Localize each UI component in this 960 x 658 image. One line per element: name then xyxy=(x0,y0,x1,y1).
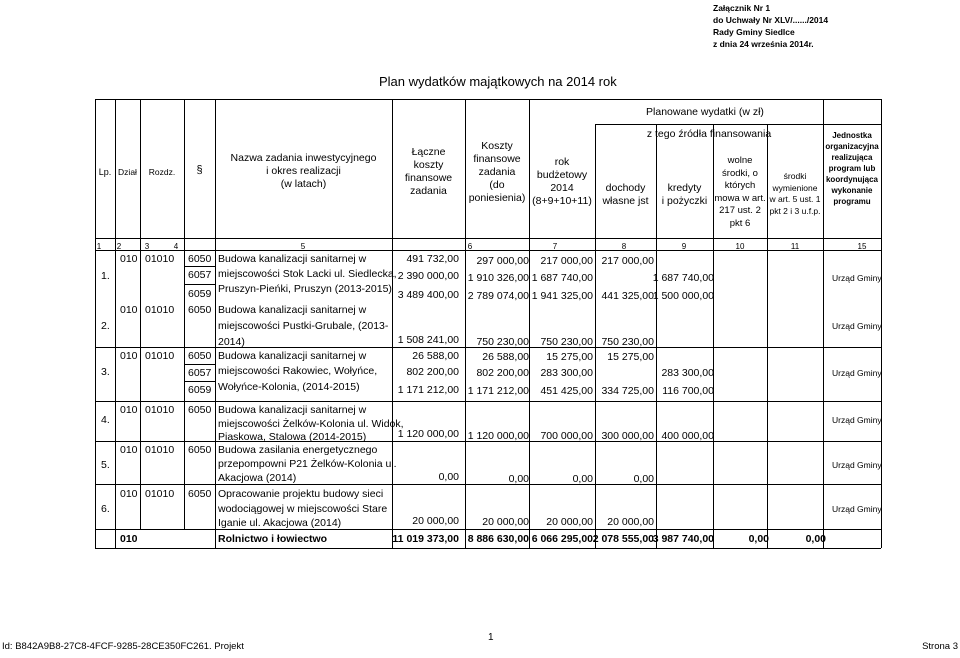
header-rok xyxy=(529,156,595,208)
row-par: 6057 xyxy=(188,367,212,379)
row-jednostka: Urząd Gminy xyxy=(832,460,882,470)
row-laczne: 802 200,00 xyxy=(406,366,459,378)
header-z-tego: z tego źródła finansowania xyxy=(646,128,772,140)
row-koszty: 1 120 000,00 xyxy=(467,430,529,442)
header-jednostka xyxy=(823,130,881,207)
row-name-1: Budowa zasilania energetycznego xyxy=(218,444,378,456)
header-jednostka-6: wykonanie xyxy=(831,186,873,195)
colnum: 6 xyxy=(467,242,473,251)
header-dzial: Dział xyxy=(118,167,137,177)
row-lp: 2. xyxy=(101,320,110,332)
row-dzial: 010 xyxy=(120,488,138,500)
row-laczne: 20 000,00 xyxy=(412,515,459,527)
row-name-1: Budowa kanalizacji sanitarnej w xyxy=(218,350,367,362)
sum-wolne: 3 987 740,00 xyxy=(652,533,714,545)
row-koszty: 26 588,00 xyxy=(482,351,529,363)
row-rozdz: 01010 xyxy=(145,404,175,416)
row-name-1: Budowa kanalizacji sanitarnej w xyxy=(218,253,367,265)
row-rok: 217 000,00 xyxy=(540,255,593,267)
attachment-line-2: do Uchwały Nr XLV/....../2014 xyxy=(713,15,829,25)
row-dochody: 750 230,00 xyxy=(601,336,654,348)
row-dochody: 0,00 xyxy=(633,473,654,485)
header-jednostka-7: programu xyxy=(833,197,871,206)
attachment-line-1: Załącznik Nr 1 xyxy=(713,3,771,13)
row-koszty: 802 200,00 xyxy=(476,367,529,379)
row-wolne: 283 300,00 xyxy=(661,367,714,379)
row-name-2: miejscowości Pustki-Grubale, (2013- xyxy=(218,320,389,332)
row-par: 6050 xyxy=(188,350,212,362)
header-lp: Lp. xyxy=(98,167,112,177)
row-koszty: 297 000,00 xyxy=(476,255,529,267)
row-par: 6057 xyxy=(188,269,212,281)
row-par: 6050 xyxy=(188,253,212,265)
row-rok: 1 941 325,00 xyxy=(531,290,593,302)
row-dochody: 441 325,00 xyxy=(601,290,654,302)
row-par: 6050 xyxy=(188,444,212,456)
row-laczne: 491 732,00 xyxy=(406,253,459,265)
row-rozdz: 01010 xyxy=(145,253,175,265)
colnum: 3 xyxy=(144,242,150,251)
header-dochody xyxy=(595,182,656,208)
row-jednostka: Urząd Gminy xyxy=(832,368,882,378)
colnum: 7 xyxy=(552,242,558,251)
colnum: 2 xyxy=(116,242,122,251)
header-srodki-1: środki xyxy=(783,171,807,181)
header-srodki-2: wymienione xyxy=(772,182,818,193)
header-wolne-6: pkt 6 xyxy=(729,217,751,229)
row-laczne: 2 390 000,00 xyxy=(397,270,459,282)
row-rozdz: 01010 xyxy=(145,350,175,362)
attachment-note xyxy=(713,2,828,50)
row-rozdz: 01010 xyxy=(145,488,175,500)
row-dzial: 010 xyxy=(120,444,138,456)
header-name-line1: Nazwa zadania inwestycyjnego xyxy=(230,152,377,164)
header-jednostka-3: realizująca xyxy=(831,153,873,162)
header-rok-4: (8+9+10+11) xyxy=(532,195,592,207)
row-name-3: Piaskowa, Stalowa (2014-2015) xyxy=(218,431,367,443)
page-title: Plan wydatków majątkowych na 2014 rok xyxy=(379,74,617,89)
sum-dochody: 2 078 555,00 xyxy=(592,533,654,545)
header-koszty xyxy=(465,140,529,205)
row-wolne: 1 687 740,00 xyxy=(652,272,714,284)
row-koszty: 0,00 xyxy=(508,473,529,485)
page-label: Strona 3 xyxy=(922,641,958,652)
row-rozdz: 01010 xyxy=(145,444,175,456)
header-jednostka-2: organizacyjna xyxy=(825,142,879,151)
row-koszty: 1 910 326,00 xyxy=(467,272,529,284)
row-dochody: 20 000,00 xyxy=(607,516,654,528)
sum-rok: 6 066 295,00 xyxy=(531,533,593,545)
row-name-1: Opracowanie projektu budowy sieci xyxy=(218,488,384,500)
header-koszty-3: zadania xyxy=(478,166,516,178)
header-par: § xyxy=(196,164,203,176)
row-rok: 15 275,00 xyxy=(546,351,593,363)
sum-name: Rolnictwo i łowiectwo xyxy=(218,533,328,545)
row-rok: 283 300,00 xyxy=(540,367,593,379)
header-laczne-2: koszty xyxy=(413,159,444,171)
header-rok-3: 2014 xyxy=(550,182,574,194)
header-koszty-5: poniesienia) xyxy=(468,192,526,204)
header-kredyty-1: kredyty xyxy=(667,182,702,194)
header-wolne xyxy=(713,155,767,230)
row-wolne: 400 000,00 xyxy=(661,430,714,442)
row-laczne: 26 588,00 xyxy=(412,350,459,362)
header-kredyty xyxy=(656,182,713,208)
header-srodki xyxy=(767,171,823,217)
sum-laczne: 11 019 373,00 xyxy=(392,533,459,545)
row-rok: 1 687 740,00 xyxy=(531,272,593,284)
row-name-2: przepompowni P21 Żelków-Kolonia ul. xyxy=(218,458,397,470)
sum-srodki: 0,00 xyxy=(748,533,769,545)
header-jednostka-4: program lub xyxy=(828,164,876,173)
row-rok: 750 230,00 xyxy=(540,336,593,348)
row-laczne: 1 508 241,00 xyxy=(397,334,459,346)
row-par: 6059 xyxy=(188,384,212,396)
attachment-line-3: Rady Gminy Siedlce xyxy=(713,27,795,37)
colnum: 8 xyxy=(621,242,627,251)
row-laczne: 1 171 212,00 xyxy=(397,384,459,396)
row-par: 6059 xyxy=(188,288,212,300)
row-koszty: 2 789 074,00 xyxy=(467,290,529,302)
row-jednostka: Urząd Gminy xyxy=(832,273,882,283)
row-name-3: Pruszyn-Pieńki, Pruszyn (2013-2015) xyxy=(218,283,392,295)
header-name xyxy=(215,152,392,191)
header-rok-1: rok xyxy=(554,156,570,168)
row-lp: 5. xyxy=(101,459,110,471)
row-name-3: 2014) xyxy=(218,336,245,348)
colnum: 15 xyxy=(857,242,867,251)
row-laczne: 0,00 xyxy=(438,471,459,483)
row-name-2: miejscowości Stok Lacki ul. Siedlecka, xyxy=(218,268,397,280)
row-name-2: miejscowości Rakowiec, Wołyńce, xyxy=(218,365,378,377)
colnum: 5 xyxy=(300,242,306,251)
row-name-2: wodociągowej w miejscowości Stare xyxy=(218,503,388,515)
header-koszty-2: finansowe xyxy=(473,153,521,165)
row-par: 6050 xyxy=(188,404,212,416)
row-lp: 1. xyxy=(101,270,110,282)
row-laczne: 3 489 400,00 xyxy=(397,289,459,301)
row-wolne: 1 500 000,00 xyxy=(652,290,714,302)
row-name-3: Iganie ul. Akacjowa (2014) xyxy=(218,517,342,529)
header-laczne xyxy=(392,146,465,198)
header-wolne-1: wolne xyxy=(727,155,753,166)
row-dochody: 300 000,00 xyxy=(601,430,654,442)
header-srodki-3: w art. 5 ust. 1 xyxy=(769,194,821,204)
colnum: 9 xyxy=(681,242,687,251)
row-dzial: 010 xyxy=(120,404,138,416)
header-name-line2: i okres realizacji xyxy=(266,165,341,177)
row-laczne: 1 120 000,00 xyxy=(397,428,459,440)
row-name-1: Budowa kanalizacji sanitarnej w xyxy=(218,404,367,416)
header-laczne-1: Łączne xyxy=(411,146,446,158)
row-name-1: Budowa kanalizacji sanitarnej w xyxy=(218,304,367,316)
page-number: 1 xyxy=(488,632,494,643)
row-dzial: 010 xyxy=(120,350,138,362)
colnum: 11 xyxy=(790,242,800,251)
row-rok: 451 425,00 xyxy=(540,385,593,397)
colnum: 4 xyxy=(173,242,179,251)
header-jednostka-1: Jednostka xyxy=(832,131,872,140)
header-kredyty-2: i pożyczki xyxy=(661,195,708,207)
row-rok: 0,00 xyxy=(572,473,593,485)
row-koszty: 1 171 212,00 xyxy=(467,385,529,397)
attachment-line-4: z dnia 24 września 2014r. xyxy=(713,39,814,49)
row-name-3: Akacjowa (2014) xyxy=(218,472,297,484)
row-dzial: 010 xyxy=(120,253,138,265)
header-dochody-2: własne jst xyxy=(602,195,649,207)
header-wolne-3: których xyxy=(724,180,756,191)
colnum: 1 xyxy=(96,242,102,251)
header-koszty-4: (do xyxy=(489,179,505,191)
row-dzial: 010 xyxy=(120,304,138,316)
row-jednostka: Urząd Gminy xyxy=(832,321,882,331)
header-koszty-1: Koszty xyxy=(481,140,513,152)
sum-jednostka: 0,00 xyxy=(805,533,826,545)
row-koszty: 750 230,00 xyxy=(476,336,529,348)
row-name-2: miejscowości Żelków-Kolonia ul. Widok, xyxy=(218,418,404,430)
header-wolne-4: mowa w art. xyxy=(714,192,766,204)
header-wolne-2: środki, o xyxy=(722,167,758,179)
header-srodki-4: pkt 2 i 3 u.f.p. xyxy=(769,205,821,216)
row-dochody: 334 725,00 xyxy=(601,385,654,397)
row-rozdz: 01010 xyxy=(145,304,175,316)
header-rozdz: Rozdz. xyxy=(148,167,176,177)
row-lp: 4. xyxy=(101,414,110,426)
row-wolne: 116 700,00 xyxy=(662,385,714,397)
header-wolne-5: 217 ust. 2 xyxy=(719,205,761,216)
row-dochody: 15 275,00 xyxy=(607,351,654,363)
row-rok: 20 000,00 xyxy=(546,516,593,528)
sum-dzial: 010 xyxy=(120,533,138,545)
header-dochody-1: dochody xyxy=(605,182,646,194)
row-par: 6050 xyxy=(188,304,212,316)
colnum: 10 xyxy=(735,242,745,251)
row-dochody: 217 000,00 xyxy=(601,255,654,267)
header-rok-2: budżetowy xyxy=(536,169,588,181)
row-par: 6050 xyxy=(188,488,212,500)
row-jednostka: Urząd Gminy xyxy=(832,504,882,514)
header-jednostka-5: koordynująca xyxy=(825,175,878,184)
document-id: Id: B842A9B8-27C8-4FCF-9285-28CE350FC261. Projekt xyxy=(2,641,244,652)
row-lp: 6. xyxy=(101,503,110,515)
header-laczne-4: zadania xyxy=(410,185,447,197)
sum-koszty: 8 886 630,00 xyxy=(467,533,529,545)
header-laczne-3: finansowe xyxy=(404,172,453,184)
row-rok: 700 000,00 xyxy=(540,430,593,442)
header-planowane: Planowane wydatki (w zł) xyxy=(646,106,764,118)
row-jednostka: Urząd Gminy xyxy=(832,415,882,425)
header-name-line3: (w latach) xyxy=(280,178,327,190)
row-lp: 3. xyxy=(101,366,110,378)
row-koszty: 20 000,00 xyxy=(482,516,529,528)
row-name-3: Wołyńce-Kolonia, (2014-2015) xyxy=(218,381,360,393)
